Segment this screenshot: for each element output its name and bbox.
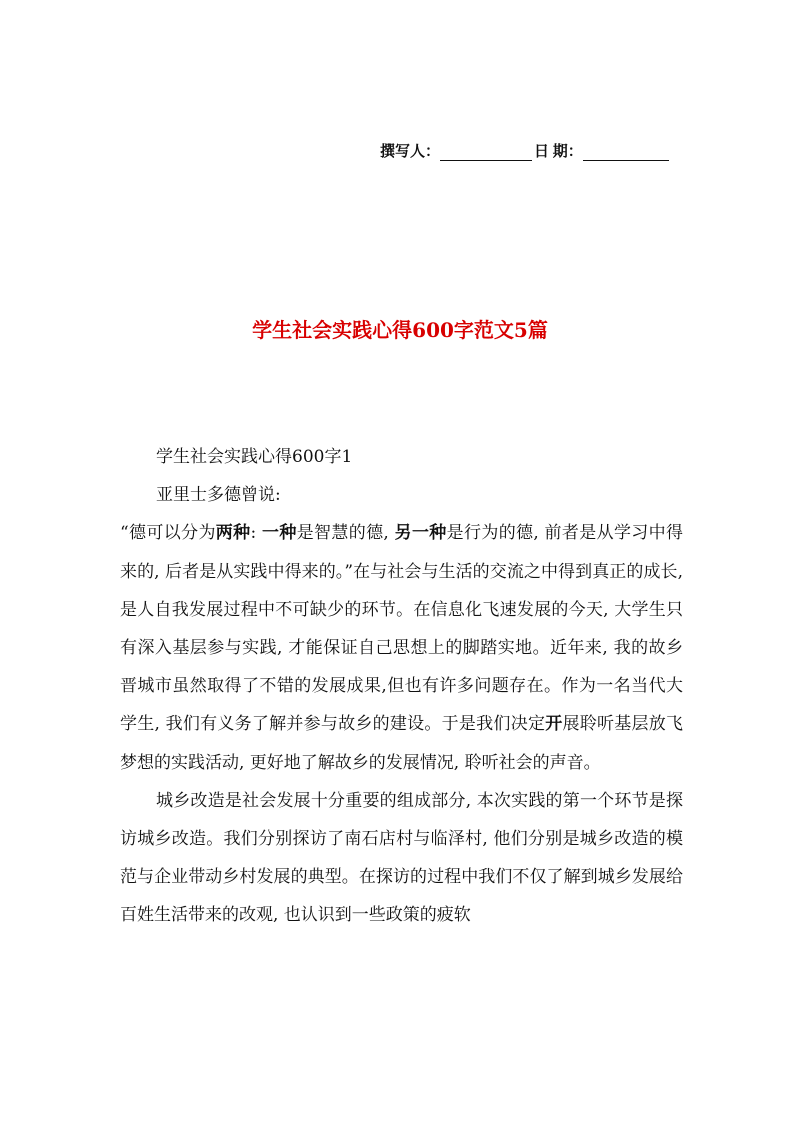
text-segment: 展聆听基层放飞梦想的实践活动, 更好地了解故乡的发展情况, 聆听社会的声音。 <box>120 714 684 773</box>
emphasis-segment: 开 <box>545 714 563 735</box>
text-segment: 是行为的德, 前者是从学习中得来的, 后者是从实践中得来的。”在与社会与生活的交流之中得到真正的成长, 是人自我发展过程中不可缺少的环节。在信息化飞速发展的今天, 大学生只有深入基层参与实践, 才能保证自己思想上的脚踏实地。近年来, 我的故乡晋城市虽然取得了不错的发展成果,但也有许多问题存在。作为一名当代大学生, 我们有义务了解并参与故乡的建设。于是我们决定 <box>120 523 684 735</box>
document-title: 学生社会实践心得600字范文5篇 <box>252 318 548 342</box>
emphasis-segment: 另一种 <box>394 523 447 544</box>
text-segment: : <box>250 523 262 544</box>
date-blank <box>583 144 669 161</box>
intro-paragraph: 亚里士多德曾说: <box>156 485 281 506</box>
author-date-line <box>380 140 669 161</box>
emphasis-segment: 两种 <box>215 523 251 544</box>
date-label: 日 期： <box>534 144 583 160</box>
author-blank <box>440 144 532 161</box>
body-paragraph-1 <box>120 514 683 781</box>
body-paragraph-2: 城乡改造是社会发展十分重要的组成部分, 本次实践的第一个环节是探访城乡改造。我们分别探访了南石店村与临泽村, 他们分别是城乡改造的模范与企业带动乡村发展的典型。在探访的过程中我们不仅了解到城乡发展给百姓生活带来的改观, 也认识到一些政策的疲软 <box>120 790 683 926</box>
text-segment: 是智慧的德, <box>296 523 395 544</box>
text-segment: “德可以分为 <box>120 523 216 544</box>
author-label: 撰写人： <box>380 144 441 160</box>
document-body <box>120 438 683 935</box>
emphasis-segment: 一种 <box>261 523 297 544</box>
section-heading: 学生社会实践心得600字1 <box>156 447 353 467</box>
